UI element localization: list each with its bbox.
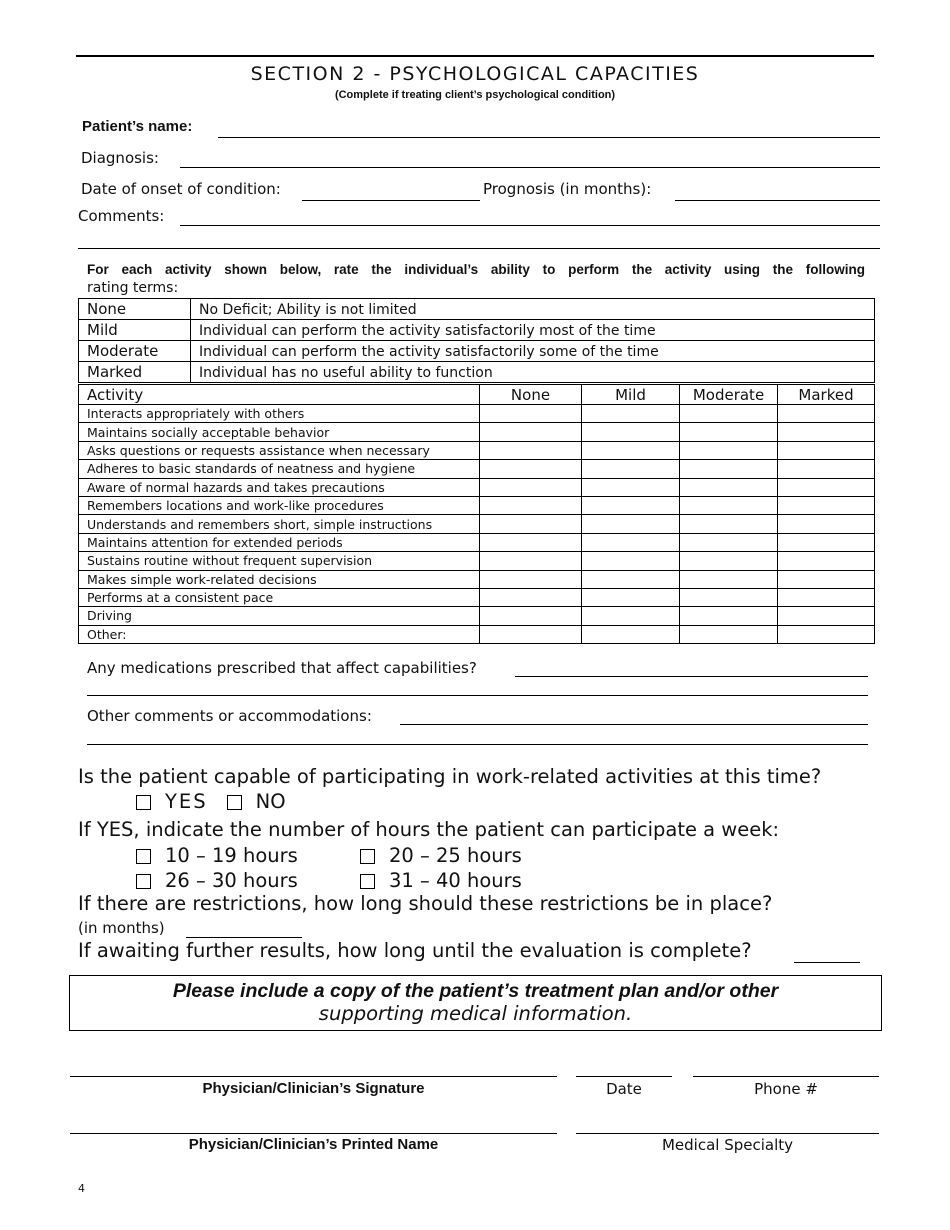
rating-cell-none[interactable] — [480, 460, 582, 478]
activity-header: Activity — [79, 385, 480, 405]
hours-31-40-checkbox[interactable] — [360, 874, 375, 889]
rating-cell-moderate[interactable] — [680, 552, 778, 570]
rating-cell-moderate[interactable] — [680, 441, 778, 459]
activity-row — [79, 570, 875, 588]
rating-cell-marked[interactable] — [778, 441, 875, 459]
rating-cell-mild[interactable] — [582, 552, 680, 570]
hours-20-25-checkbox[interactable] — [360, 849, 375, 864]
rating-cell-mild[interactable] — [582, 533, 680, 551]
rating-cell-moderate[interactable] — [680, 405, 778, 423]
yes-checkbox[interactable] — [136, 795, 151, 810]
activity-name: Remembers locations and work-like procedures — [79, 496, 480, 514]
hours-option-2 — [360, 844, 522, 867]
specialty-field[interactable] — [576, 1133, 879, 1134]
medications-field[interactable] — [515, 676, 868, 677]
rating-cell-moderate[interactable] — [680, 515, 778, 533]
signature-field[interactable] — [70, 1076, 557, 1077]
phone-label: Phone # — [754, 1080, 818, 1098]
rating-cell-none[interactable] — [480, 533, 582, 551]
comments-field-line-2[interactable] — [78, 248, 880, 249]
rating-cell-none[interactable] — [480, 607, 582, 625]
none-header: None — [480, 385, 582, 405]
rating-term-row — [79, 299, 875, 320]
rating-cell-marked[interactable] — [778, 460, 875, 478]
hours-26-30-checkbox[interactable] — [136, 874, 151, 889]
activity-row — [79, 405, 875, 423]
section-subtitle: (Complete if treating client’s psychological condition) — [334, 89, 616, 101]
rating-term-description: Individual can perform the activity satisfactorily some of the time — [191, 341, 875, 362]
date-field[interactable] — [576, 1076, 672, 1077]
rating-cell-none[interactable] — [480, 515, 582, 533]
activity-name: Maintains socially acceptable behavior — [79, 423, 480, 441]
no-label: NO — [255, 790, 286, 813]
rating-cell-none[interactable] — [480, 478, 582, 496]
rating-cell-mild[interactable] — [582, 570, 680, 588]
capable-options — [136, 790, 286, 813]
hours-option-3 — [136, 869, 298, 892]
rating-cell-mild[interactable] — [582, 607, 680, 625]
rating-term: Marked — [79, 362, 191, 383]
diagnosis-field[interactable] — [180, 167, 880, 168]
rating-cell-mild[interactable] — [582, 441, 680, 459]
printed-name-label: Physician/Clinician’s Printed Name — [188, 1136, 439, 1153]
rating-terms-table — [78, 298, 875, 383]
onset-field[interactable] — [302, 200, 480, 201]
yes-label: YES — [165, 790, 208, 813]
rating-term: None — [79, 299, 191, 320]
other-comments-field-line-2[interactable] — [87, 744, 868, 745]
rating-cell-none[interactable] — [480, 441, 582, 459]
phone-field[interactable] — [693, 1076, 879, 1077]
activity-row — [79, 515, 875, 533]
hours-10-19-checkbox[interactable] — [136, 849, 151, 864]
rating-cell-moderate[interactable] — [680, 460, 778, 478]
hours-26-30-label: 26 – 30 hours — [165, 869, 298, 892]
activity-name: Sustains routine without frequent supervision — [79, 552, 480, 570]
activity-name: Asks questions or requests assistance when necessary — [79, 441, 480, 459]
activity-row — [79, 588, 875, 606]
hours-option-1 — [136, 844, 298, 867]
rating-cell-moderate[interactable] — [680, 423, 778, 441]
patient-name-field[interactable] — [218, 137, 880, 138]
rating-cell-none[interactable] — [480, 423, 582, 441]
prognosis-label: Prognosis (in months): — [483, 180, 652, 198]
rating-cell-marked[interactable] — [778, 533, 875, 551]
specialty-label: Medical Specialty — [661, 1136, 794, 1154]
note-line-2: supporting medical information. — [318, 1002, 633, 1025]
rating-cell-marked[interactable] — [778, 423, 875, 441]
rating-cell-mild[interactable] — [582, 405, 680, 423]
rating-cell-mild[interactable] — [582, 460, 680, 478]
rating-cell-marked[interactable] — [778, 588, 875, 606]
onset-label: Date of onset of condition: — [81, 180, 281, 198]
restrictions-field[interactable] — [186, 937, 302, 938]
activity-name: Makes simple work-related decisions — [79, 570, 480, 588]
rating-cell-mild[interactable] — [582, 478, 680, 496]
rating-cell-mild[interactable] — [582, 423, 680, 441]
rating-term-description: Individual can perform the activity satisfactorily most of the time — [191, 320, 875, 341]
rating-term-row — [79, 362, 875, 383]
hours-option-4 — [360, 869, 522, 892]
section-title: SECTION 2 - PSYCHOLOGICAL CAPACITIES — [250, 63, 700, 85]
marked-header: Marked — [778, 385, 875, 405]
diagnosis-label: Diagnosis: — [81, 149, 159, 167]
signature-label: Physician/Clinician’s Signature — [202, 1080, 425, 1097]
restrictions-question: If there are restrictions, how long should these restrictions be in place? — [78, 892, 773, 915]
rating-cell-none[interactable] — [480, 570, 582, 588]
rating-term-row — [79, 341, 875, 362]
activity-row — [79, 496, 875, 514]
activity-name: Driving — [79, 607, 480, 625]
comments-field[interactable] — [180, 225, 880, 226]
hours-10-19-label: 10 – 19 hours — [165, 844, 298, 867]
rating-cell-moderate[interactable] — [680, 533, 778, 551]
rating-cell-moderate[interactable] — [680, 588, 778, 606]
rating-cell-none[interactable] — [480, 405, 582, 423]
note-line-1: Please include a copy of the patient’s treatment plan and/or other — [172, 980, 779, 1002]
rating-cell-marked[interactable] — [778, 405, 875, 423]
rating-cell-mild[interactable] — [582, 588, 680, 606]
rating-term: Moderate — [79, 341, 191, 362]
activity-row — [79, 625, 875, 643]
rating-cell-moderate[interactable] — [680, 625, 778, 643]
moderate-header: Moderate — [680, 385, 778, 405]
rating-cell-marked[interactable] — [778, 478, 875, 496]
rating-cell-mild[interactable] — [582, 625, 680, 643]
no-checkbox[interactable] — [227, 795, 242, 810]
prognosis-field[interactable] — [675, 200, 880, 201]
comments-label: Comments: — [78, 207, 165, 225]
medications-label: Any medications prescribed that affect capabilities? — [87, 659, 477, 677]
rating-cell-none[interactable] — [480, 625, 582, 643]
hours-31-40-label: 31 – 40 hours — [389, 869, 522, 892]
instructions-line-1: For each activity shown below, rate the individual’s ability to perform the activity using the following — [87, 262, 865, 277]
activity-name: Performs at a consistent pace — [79, 588, 480, 606]
rating-cell-marked[interactable] — [778, 625, 875, 643]
rating-cell-marked[interactable] — [778, 570, 875, 588]
hours-20-25-label: 20 – 25 hours — [389, 844, 522, 867]
awaiting-question: If awaiting further results, how long until the evaluation is complete? — [78, 939, 752, 962]
rating-cell-moderate[interactable] — [680, 570, 778, 588]
rating-term-description: Individual has no useful ability to function — [191, 362, 875, 383]
date-label: Date — [606, 1080, 642, 1098]
activity-name: Aware of normal hazards and takes precautions — [79, 478, 480, 496]
activity-name: Adheres to basic standards of neatness and hygiene — [79, 460, 480, 478]
rating-cell-none[interactable] — [480, 552, 582, 570]
rating-term-row — [79, 320, 875, 341]
mild-header: Mild — [582, 385, 680, 405]
rating-cell-moderate[interactable] — [680, 478, 778, 496]
rating-term: Mild — [79, 320, 191, 341]
activity-row — [79, 607, 875, 625]
rating-cell-marked[interactable] — [778, 496, 875, 514]
rating-cell-none[interactable] — [480, 588, 582, 606]
activity-row — [79, 478, 875, 496]
rating-cell-moderate[interactable] — [680, 607, 778, 625]
other-comments-label: Other comments or accommodations: — [87, 707, 372, 725]
activity-table — [78, 384, 875, 644]
hours-question: If YES, indicate the number of hours the patient can participate a week: — [78, 818, 780, 841]
other-comments-field[interactable] — [400, 724, 868, 725]
activity-row — [79, 441, 875, 459]
rating-cell-none[interactable] — [480, 496, 582, 514]
patient-name-label: Patient’s name: — [82, 118, 193, 135]
activity-header-row — [79, 385, 875, 405]
activity-row — [79, 533, 875, 551]
awaiting-field[interactable] — [794, 962, 860, 963]
activity-row — [79, 552, 875, 570]
treatment-plan-note — [69, 975, 882, 1031]
rating-term-description: No Deficit; Ability is not limited — [191, 299, 875, 320]
activity-row — [79, 460, 875, 478]
instructions-line-2: rating terms: — [87, 280, 179, 296]
rating-cell-marked[interactable] — [778, 607, 875, 625]
in-months-label: (in months) — [78, 919, 165, 937]
activity-name: Understands and remembers short, simple instructions — [79, 515, 480, 533]
page-number: 4 — [78, 1182, 85, 1195]
printed-name-field[interactable] — [70, 1133, 557, 1134]
activity-name: Interacts appropriately with others — [79, 405, 480, 423]
top-rule — [76, 55, 874, 57]
rating-cell-mild[interactable] — [582, 515, 680, 533]
medications-field-line-2[interactable] — [87, 695, 868, 696]
rating-cell-marked[interactable] — [778, 552, 875, 570]
rating-cell-mild[interactable] — [582, 496, 680, 514]
capable-question: Is the patient capable of participating in work-related activities at this time? — [78, 765, 822, 788]
rating-cell-marked[interactable] — [778, 515, 875, 533]
activity-name: Other: — [79, 625, 480, 643]
rating-cell-moderate[interactable] — [680, 496, 778, 514]
activity-name: Maintains attention for extended periods — [79, 533, 480, 551]
activity-row — [79, 423, 875, 441]
